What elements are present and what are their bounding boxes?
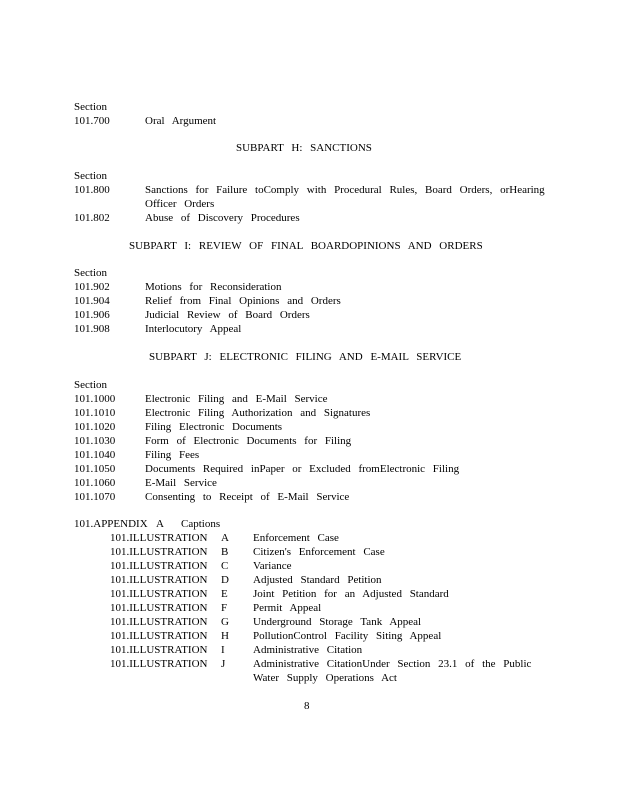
section-number: 101.802 bbox=[74, 212, 110, 224]
section-title: Interlocutory Appeal bbox=[145, 323, 242, 335]
illustration-title-continued: Water Supply Operations Act bbox=[253, 672, 397, 684]
section-number: 101.1060 bbox=[74, 477, 116, 489]
subpart-heading: SUBPART J: ELECTRONIC FILING AND E-MAIL SERVICE bbox=[149, 351, 462, 363]
illustration-number: 101.ILLUSTRATION bbox=[110, 644, 208, 656]
illustration-title: Variance bbox=[253, 560, 292, 572]
appendix-letter: A bbox=[156, 518, 164, 530]
illustration-number: 101.ILLUSTRATION bbox=[110, 616, 208, 628]
section-number: 101.1030 bbox=[74, 435, 116, 447]
section-title: Motions for Reconsideration bbox=[145, 281, 282, 293]
illustration-letter: C bbox=[221, 560, 229, 572]
section-title-continued: Officer Orders bbox=[145, 198, 215, 210]
section-label: Section bbox=[74, 379, 107, 391]
section-number: 101.904 bbox=[74, 295, 110, 307]
section-title: Consenting to Receipt of E-Mail Service bbox=[145, 491, 350, 503]
illustration-letter: G bbox=[221, 616, 229, 628]
illustration-letter: A bbox=[221, 532, 229, 544]
section-number: 101.906 bbox=[74, 309, 110, 321]
illustration-letter: H bbox=[221, 630, 229, 642]
subpart-heading: SUBPART I: REVIEW OF FINAL BOARDOPINIONS AND ORDERS bbox=[129, 240, 483, 252]
section-title: Electronic Filing Authorization and Signatures bbox=[145, 407, 371, 419]
page-number: 8 bbox=[304, 700, 310, 712]
section-title: E-Mail Service bbox=[145, 477, 217, 489]
illustration-letter: I bbox=[221, 644, 225, 656]
section-number: 101.1040 bbox=[74, 449, 116, 461]
illustration-title: Permit Appeal bbox=[253, 602, 322, 614]
section-title: Form of Electronic Documents for Filing bbox=[145, 435, 352, 447]
section-title: Judicial Review of Board Orders bbox=[145, 309, 310, 321]
illustration-title: PollutionControl Facility Siting Appeal bbox=[253, 630, 442, 642]
appendix-title: Captions bbox=[181, 518, 221, 530]
section-number: 101.1000 bbox=[74, 393, 116, 405]
illustration-title: Administrative CitationUnder Section 23.1 of the Public bbox=[253, 658, 532, 670]
illustration-letter: J bbox=[221, 658, 226, 670]
section-title: Documents Required inPaper or Excluded fromElectronic Filing bbox=[145, 463, 460, 475]
section-title: Filing Fees bbox=[145, 449, 200, 461]
section-title: Abuse of Discovery Procedures bbox=[145, 212, 300, 224]
section-number: 101.700 bbox=[74, 115, 110, 127]
section-title: Relief from Final Opinions and Orders bbox=[145, 295, 341, 307]
section-number: 101.1070 bbox=[74, 491, 116, 503]
illustration-title: Citizen's Enforcement Case bbox=[253, 546, 385, 558]
appendix-label: 101.APPENDIX bbox=[74, 518, 148, 530]
section-title: Filing Electronic Documents bbox=[145, 421, 283, 433]
illustration-number: 101.ILLUSTRATION bbox=[110, 546, 208, 558]
illustration-number: 101.ILLUSTRATION bbox=[110, 602, 208, 614]
section-label: Section bbox=[74, 170, 107, 182]
section-title: Oral Argument bbox=[145, 115, 217, 127]
section-title: Electronic Filing and E-Mail Service bbox=[145, 393, 328, 405]
section-label: Section bbox=[74, 101, 107, 113]
illustration-title: Administrative Citation bbox=[253, 644, 363, 656]
illustration-title: Enforcement Case bbox=[253, 532, 339, 544]
subpart-heading: SUBPART H: SANCTIONS bbox=[236, 142, 372, 154]
section-number: 101.1050 bbox=[74, 463, 116, 475]
illustration-letter: F bbox=[221, 602, 228, 614]
illustration-number: 101.ILLUSTRATION bbox=[110, 630, 208, 642]
illustration-number: 101.ILLUSTRATION bbox=[110, 658, 208, 670]
section-number: 101.800 bbox=[74, 184, 110, 196]
section-number: 101.1010 bbox=[74, 407, 116, 419]
section-number: 101.902 bbox=[74, 281, 110, 293]
illustration-number: 101.ILLUSTRATION bbox=[110, 588, 208, 600]
section-label: Section bbox=[74, 267, 107, 279]
illustration-number: 101.ILLUSTRATION bbox=[110, 574, 208, 586]
illustration-title: Adjusted Standard Petition bbox=[253, 574, 382, 586]
illustration-number: 101.ILLUSTRATION bbox=[110, 532, 208, 544]
illustration-letter: D bbox=[221, 574, 229, 586]
illustration-letter: E bbox=[221, 588, 228, 600]
section-title: Sanctions for Failure toComply with Procedural Rules, Board Orders, orHearing bbox=[145, 184, 545, 196]
section-number: 101.1020 bbox=[74, 421, 116, 433]
section-number: 101.908 bbox=[74, 323, 110, 335]
illustration-title: Underground Storage Tank Appeal bbox=[253, 616, 422, 628]
illustration-title: Joint Petition for an Adjusted Standard bbox=[253, 588, 449, 600]
illustration-letter: B bbox=[221, 546, 229, 558]
illustration-number: 101.ILLUSTRATION bbox=[110, 560, 208, 572]
